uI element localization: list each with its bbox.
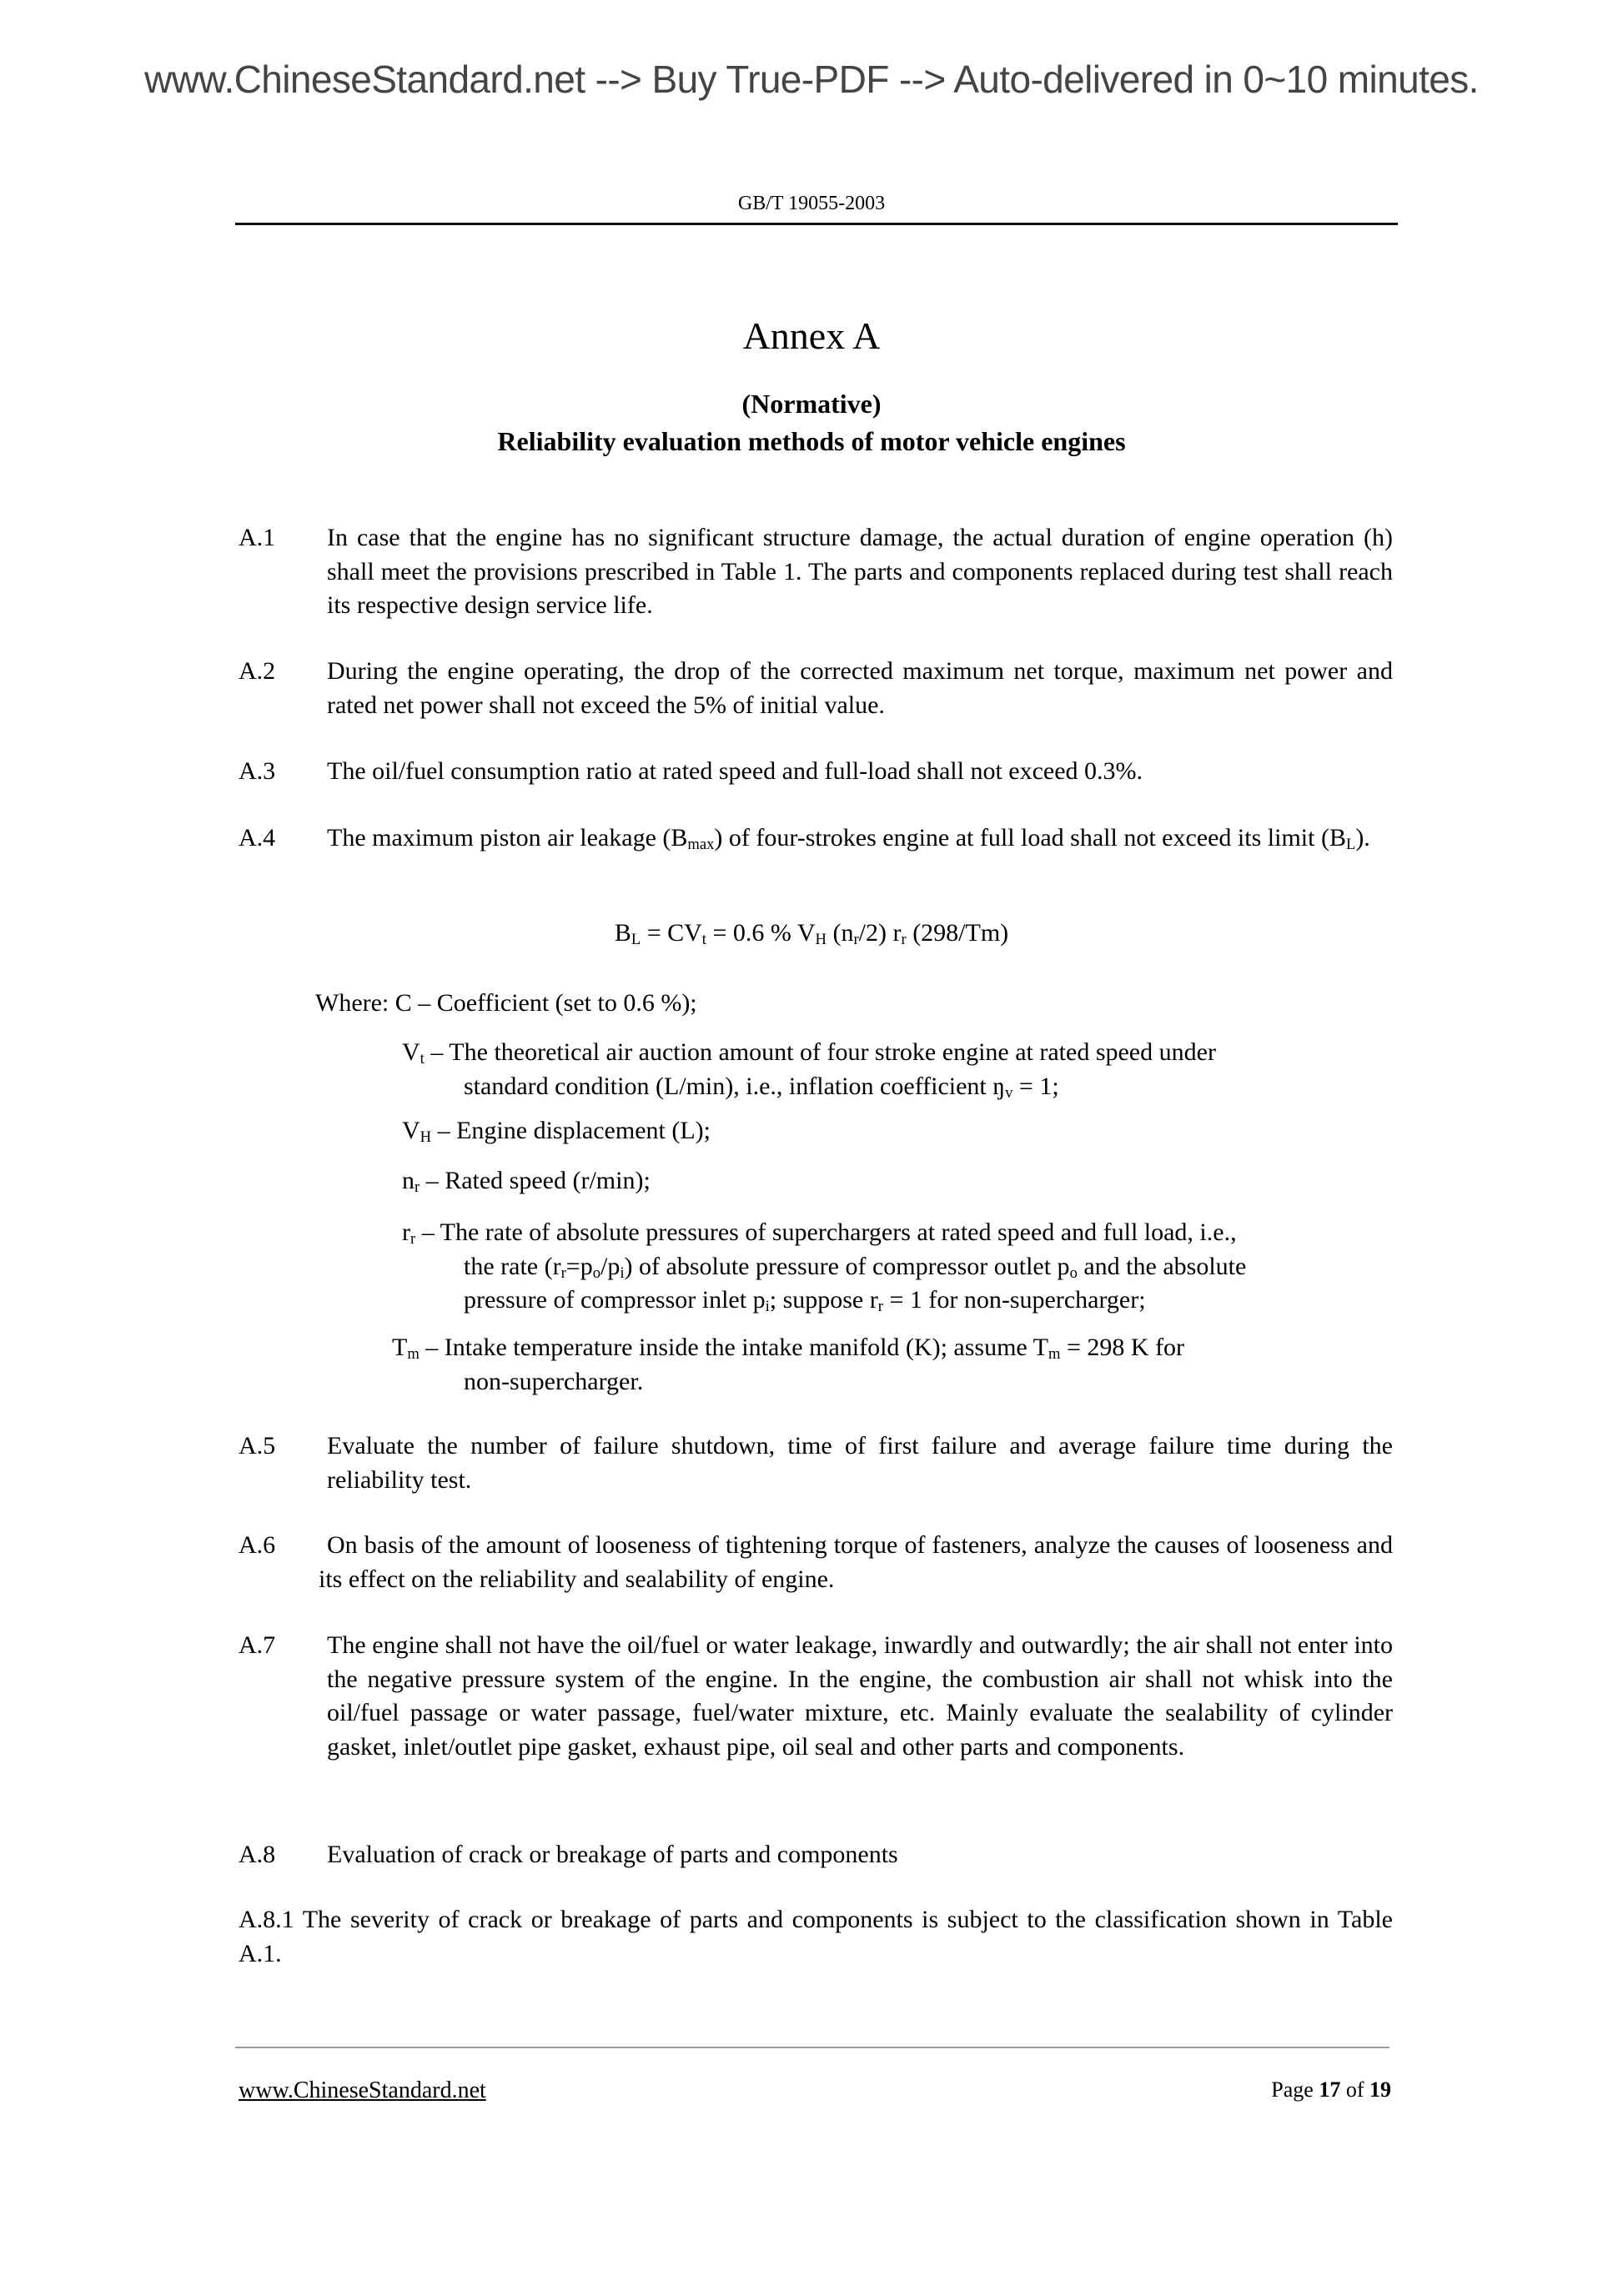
clause-a8 xyxy=(239,1838,1393,1872)
clause-number: A.5 xyxy=(239,1432,276,1459)
clause-a7 xyxy=(239,1629,1393,1764)
clause-text: The oil/fuel consumption ratio at rated speed and full-load shall not exceed 0.3%. xyxy=(327,757,1143,785)
leakage-limit-formula: $B_L = CV_t = 0.6$ % $V_H$ $(n_r/2)$ $r_r$ (298/Tm) xyxy=(614,919,1009,948)
definition-vh: $V_H$ – Engine displacement (L); xyxy=(402,1117,711,1146)
clause-number: A.1 xyxy=(239,524,276,551)
annex-title: Annex A xyxy=(742,314,881,357)
clause-number: A.2 xyxy=(239,657,276,685)
footer-website-link[interactable]: www.ChineseStandard.net xyxy=(239,2077,486,2103)
clause-a6 xyxy=(239,1529,1393,1596)
annex-name: Reliability evaluation methods of motor vehicle engines xyxy=(497,426,1126,456)
clause-number: A.8 xyxy=(239,1841,276,1868)
header-rule xyxy=(235,223,1398,225)
clause-text: On basis of the amount of looseness of tightening torque of fasteners, analyze the causes of looseness and its effect on the reliability and sealability of engine. xyxy=(319,1531,1393,1593)
document-code: GB/T 19055-2003 xyxy=(737,193,886,214)
clause-text: Evaluate the number of failure shutdown, time of first failure and average failure time during the reliability test. xyxy=(327,1432,1393,1494)
clause-number: A.6 xyxy=(239,1531,276,1559)
definition-tm: $T_m$ – Intake temperature inside the intake manifold (K); assume $T_m = 298$ K for non-supercharger. xyxy=(392,1334,1185,1395)
page-total: 19 xyxy=(1369,2077,1391,2102)
clause-text: Evaluation of crack or breakage of parts and components xyxy=(327,1841,898,1868)
clause-a1 xyxy=(239,521,1393,623)
definition-nr: $n_r$ – Rated speed (r/min); xyxy=(402,1167,651,1196)
clause-a5 xyxy=(239,1429,1393,1497)
purchase-banner: www.ChineseStandard.net --> Buy True-PDF --> Auto-delivered in 0~10 minutes. xyxy=(144,58,1479,101)
clause-number: A.7 xyxy=(239,1631,276,1659)
definition-rr: $r_r$ – The rate of absolute pressures of superchargers at rated speed and full load, i.e., the rate $(r_r=p_o/p_i)$ of absolute pressure of compressor outlet $p_o$ and the absolute pressure of compressor inlet $p_i$; suppose $r_r = 1$ for non-supercharger; xyxy=(402,1218,1247,1315)
clause-a4 xyxy=(239,821,1393,856)
page-current: 17 xyxy=(1319,2077,1341,2102)
clause-number: A.3 xyxy=(239,757,276,785)
page-indicator: Page 17 of 19 xyxy=(1271,2077,1391,2102)
clause-text: In case that the engine has no significant structure damage, the actual duration of engine operation (h) shall meet the provisions prescribed in Table 1. The parts and components replaced during test shall reach its respective design service life. xyxy=(327,524,1393,619)
clause-text: During the engine operating, the drop of the corrected maximum net torque, maximum net power and rated net power shall not exceed the 5% of initial value. xyxy=(327,657,1393,719)
definition-vt: $V_t$ – The theoretical air auction amount of four stroke engine at rated speed under standard condition (L/min), i.e., inflation coefficient $ŋ_v = 1$; xyxy=(402,1038,1216,1102)
footer-rule xyxy=(235,2047,1389,2048)
annex-type: (Normative) xyxy=(741,389,882,419)
clause-number: A.4 xyxy=(239,824,276,852)
where-intro: Where: C – Coefficient (set to 0.6 %); xyxy=(315,989,697,1017)
clause-a2 xyxy=(239,655,1393,722)
clause-a3 xyxy=(239,755,1393,789)
clause-text: The engine shall not have the oil/fuel or water leakage, inwardly and outwardly; the air shall not enter into the negative pressure system of the engine. In the engine, the combustion air shall not whisk into the oil/fuel passage or water passage, fuel/water mixture, etc. Mainly evaluate the sealability of cylinder gasket, inlet/outlet pipe gasket, exhaust pipe, oil seal and other parts and components. xyxy=(327,1631,1393,1761)
clause-text: The maximum piston air leakage $(B_{max})$ of four-strokes engine at full load shall not exceed its limit $(B_L)$. xyxy=(327,824,1370,853)
subclause-a8-1: A.8.1 The severity of crack or breakage of parts and components is subject to the classification shown in Table A.1. xyxy=(239,1906,1393,1967)
